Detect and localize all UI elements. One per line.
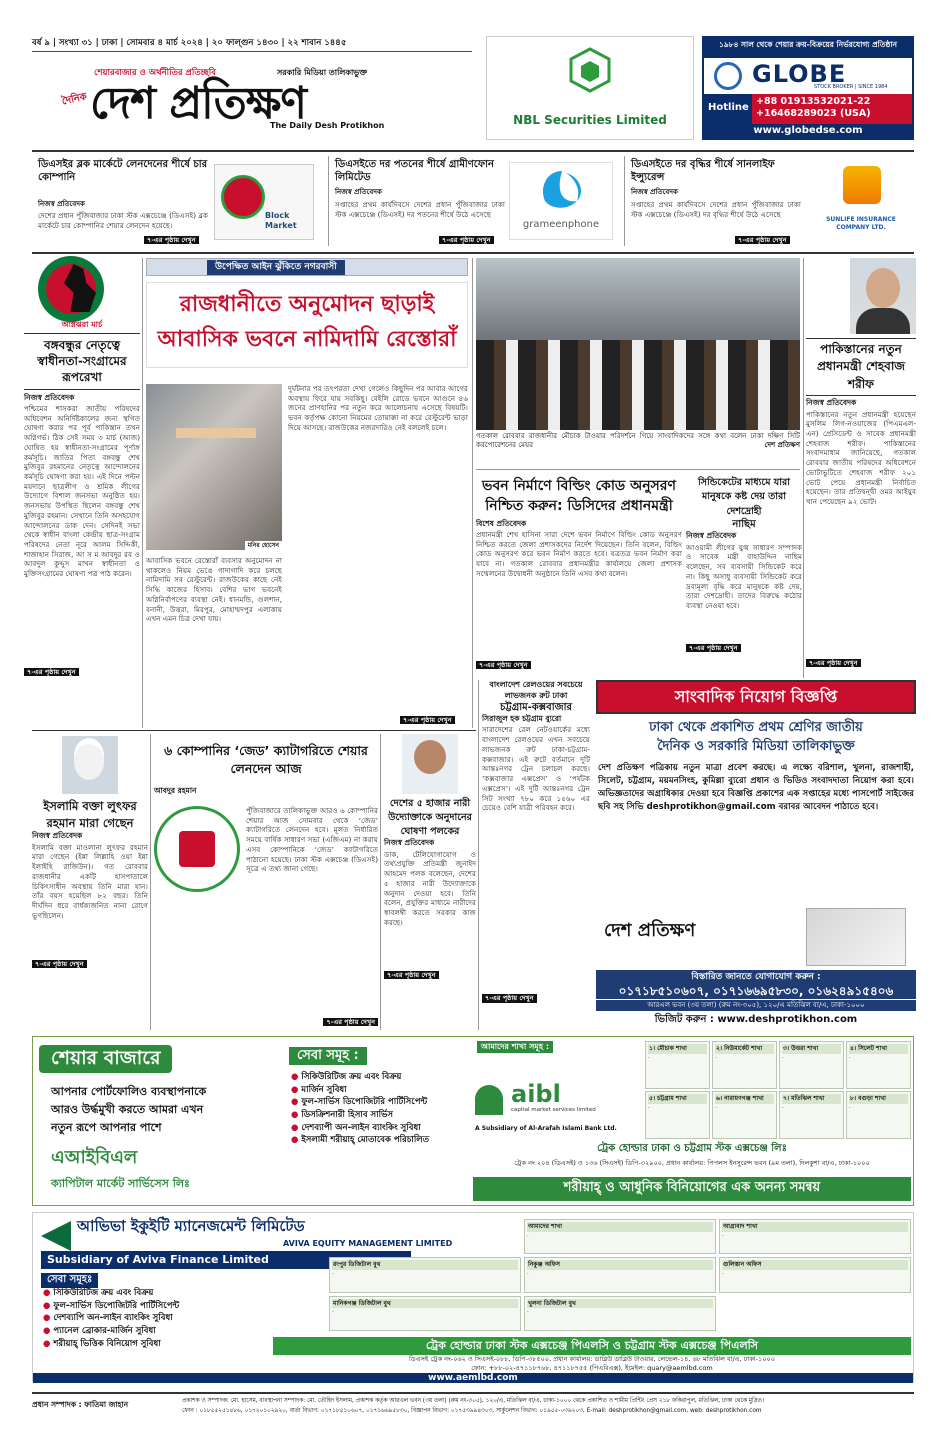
- aviva-branch-cell: নিকুঞ্জ অফিস .: [524, 1257, 716, 1292]
- sun-icon: [843, 166, 881, 204]
- strip-text: দেশের প্রধান পুঁজিবাজার ঢাকা স্টক এক্সচেঞ্জে (ডিএসই) ব্লক মার্কেটে চার কোম্পানির শেয়ার লেনদেন হয়েছে।: [38, 211, 208, 230]
- syndicate-more[interactable]: ৭-এর পৃষ্ঠায় দেখুন: [686, 644, 741, 652]
- aibl-branch-cell: ৬। নারায়ণগঞ্জ শাখা .: [712, 1091, 777, 1139]
- aibl-logo-sub: capital market services limited: [511, 1107, 596, 1113]
- portrait-icon: [866, 268, 900, 308]
- strip-more[interactable]: ৭-এর পৃষ্ঠায় দেখুন: [144, 236, 199, 244]
- masthead-listed: সরকারি মিডিয়া তালিকাভুক্ত: [277, 68, 368, 77]
- aibl-svc-title: সেবা সমূহ :: [289, 1047, 367, 1065]
- aviva-branch-cell: গুলিস্তান অফিস .: [719, 1257, 911, 1292]
- pak-byline: নিজস্ব প্রতিবেদক: [806, 398, 857, 408]
- women-byline: নিজস্ব প্রতিবেদক: [384, 838, 435, 848]
- grameenphone-icon: [537, 167, 587, 211]
- obit-byline: নিজস্ব প্রতিবেদক: [32, 831, 83, 841]
- pak-head: পাকিস্তানের নতুন প্রধানমন্ত্রী শেহবাজ শরীফ: [806, 338, 916, 396]
- zed-byline: আবদুর রহমান: [154, 786, 197, 795]
- syndicate-article[interactable]: [686, 476, 802, 676]
- aviva-branch-cell: আমাদের শাখা .: [524, 1219, 716, 1254]
- aibl-trec-detail: ট্রেক নং ২০৪ (ডিএসই) ও ১৩৬ (সিএসই) ডিপি-৩২৯০০, প্রধান কার্যালয়: পিপলস ইনসুরেন্স ভবন (৯ম তলা), দিলকুশা বা/এ, ঢাকা-১০০০: [514, 1159, 870, 1167]
- strip-byline: নিজস্ব প্রতিবেদক: [335, 188, 382, 196]
- lead-news-photo: [476, 258, 800, 430]
- left-byline: নিজস্ব প্রতিবেদক: [24, 392, 75, 402]
- dse-seal-icon: [221, 175, 265, 219]
- footer-editor: প্রধান সম্পাদক : ফাতিমা জাহান: [32, 1400, 129, 1409]
- aibl-line1: আপনার পোর্টফোলিও ব্যবস্থাপনাকে: [51, 1085, 207, 1098]
- strip-byline: নিজস্ব প্রতিবেদক: [631, 188, 678, 196]
- photo-caption: [476, 432, 800, 470]
- masthead: [32, 66, 472, 138]
- aibl-service: ● মার্জিন সুবিধা: [291, 1084, 461, 1097]
- aviva-branch-cell: মানিকগঞ্জ ডিজিটাল বুথ .: [329, 1296, 521, 1331]
- aibl-branch-cell: ১। মৌচাক শাখা .: [645, 1041, 710, 1089]
- syndicate-sub: নাছিম: [732, 518, 756, 530]
- mosque-icon: [475, 1085, 503, 1115]
- aviva-service: ● শরীয়াহ্ ভিত্তিক বিনিয়োগ সুবিধা: [43, 1338, 263, 1351]
- photo-caption-text: গতকাল রোববার রাজধানীর মৌচাক টাওয়ার পরিদর্শনে গিয়ে সাংবাদিকদের সঙ্গে কথা বলেন ঢাকা দক্ষিণ সিটি করপোরেশনের মেয়র: [476, 432, 800, 450]
- globe-ad[interactable]: [702, 36, 914, 140]
- aviva-branch-grid: [329, 1219, 911, 1331]
- building-byline: বিশেষ প্রতিবেদক: [476, 518, 527, 528]
- fire-march-logo: [24, 258, 140, 320]
- aibl-service: ● ডিসক্রিশনারী হিসাব সার্ভিস: [291, 1109, 461, 1122]
- strip-news-2[interactable]: [328, 156, 618, 246]
- building-head: ভবন নির্মাণে বিল্ডিং কোড অনুসরণ নিশ্চিত করুন: ডিসিদের প্রধানমন্ত্রী: [482, 478, 676, 515]
- aviva-addr: ডিএসই ট্রেক নং-০৬২ ও সিএসই-০৮৮, ডিপি-৩৮৫০০, প্রধান কার্যালয়: ডাব্লিউ ডাব্লিউ টাওয়ার, লেভেল-১৪, ৬৮ মতিঝিল বা/এ, ঢাকা-১০০০: [408, 1355, 775, 1363]
- job-paper-image: [604, 910, 734, 966]
- pak-article[interactable]: [806, 258, 916, 678]
- lead-kicker-bar: [146, 258, 468, 276]
- crowd-icon: [476, 340, 800, 430]
- zed-article[interactable]: [154, 734, 378, 1030]
- strip-logo: [214, 164, 314, 240]
- aibl-branch-cell: ৮। বগুড়া শাখা .: [846, 1091, 911, 1139]
- building-article[interactable]: [476, 476, 682, 676]
- strip-news-3[interactable]: [624, 156, 914, 246]
- strip-head: ডিএসইতে দর বৃদ্ধির শীর্ষে সানলাইফ ইন্স্যুরেন্স: [631, 159, 775, 183]
- job-phones: ০১৭১৮৫১০৬০৭, ০১৭১৬৬৯৫৮৩০, ০১৬২৪৯১৫৪০৬: [596, 984, 916, 999]
- sunlife-label: SUNLIFE INSURANCE COMPANY LTD.: [826, 216, 896, 231]
- job-paper-photo: [806, 908, 906, 966]
- globe-top: ১৯৮৪ সাল থেকে শেয়ার ক্রয়-বিক্রয়ের নির্ভরযোগ্য প্রতিষ্ঠান: [704, 38, 912, 58]
- women-more[interactable]: ৭-এর পৃষ্ঠায় দেখুন: [384, 971, 439, 979]
- aviva-service: ● প্যানেল ব্রোকার-মার্জিন সুবিধা: [43, 1325, 263, 1338]
- aviva-service: ● সিকিউরিটিজ ক্রয় এবং বিক্রয়: [43, 1287, 263, 1300]
- job-contact: বিস্তারিত জানতে যোগাযোগ করুন :: [596, 970, 916, 985]
- zed-head: ৬ কোম্পানির ‘জেড’ ক্যাটাগরিতে শেয়ার লেনদেন আজ: [164, 743, 368, 777]
- obit-article[interactable]: [32, 734, 148, 1030]
- lead-kicker: উপেক্ষিত আইন ঝুঁকিতে নগরবাসী: [207, 260, 345, 275]
- job-masthead: দেশ প্রতিক্ষণ: [604, 920, 696, 941]
- aviva-service: ● দেশব্যাপি অন-লাইন ব্যাংকিং সুবিধা: [43, 1312, 263, 1325]
- sunlife-logo: [811, 162, 911, 242]
- building-sign-icon: [176, 428, 256, 438]
- aviva-web[interactable]: www.aemlbd.com: [33, 1373, 913, 1383]
- obit-more[interactable]: ৭-এর পৃষ্ঠায় দেখুন: [32, 960, 87, 968]
- globe-hotline: Hotline: [708, 102, 749, 113]
- aibl-title: শেয়ার বাজারে: [39, 1045, 172, 1073]
- pak-text: পাকিস্তানের নতুন প্রধানমন্ত্রী হয়েছেন মুসলিম লিগ-নওয়াজের (পিএমএল-এন) প্রেসিডেন্ট ও সাবেক প্রধানমন্ত্রী শেহবাজ শরীফ। পাকিস্তানের সংবাদমাধ্যম জানিয়েছে, গতকাল রোববার জাতীয় পরিষদের অধিবেশনে ভোটাভুটিতে শেহবাজ শরীফ ২০১ ভোট পেয়ে প্রধানমন্ত্রী নির্বাচিত হয়েছেন। তার প্রতিদ্বন্দ্বী ওমর আইয়ুব খান পেয়েছেন ৯২ ভোট।: [806, 409, 916, 507]
- grameenphone-label: grameenphone: [522, 219, 600, 230]
- aibl-branch-cell: ৫। চট্টগ্রাম শাখা .: [645, 1091, 710, 1139]
- aibl-branch-cell: ৩। উত্তরা শাখা .: [779, 1041, 844, 1089]
- globe-phone1: +88 01913532021-22: [756, 96, 871, 107]
- aviva-branch-cell: রংপুর ডিজিটাল বুথ .: [329, 1257, 521, 1292]
- aibl-service: ● ইসলামী শরীয়াহ্ মোতাবেক পরিচালিত: [291, 1134, 461, 1147]
- aibl-branch-cell: ৪। সিলেট শাখা .: [846, 1041, 911, 1089]
- aviva-branch-cell: আগ্রাবাদ শাখা .: [719, 1219, 911, 1254]
- globe-name: GLOBE: [752, 60, 847, 88]
- left-more[interactable]: ৭-এর পৃষ্ঠায় দেখুন: [24, 668, 79, 676]
- strip-head: ডিএসইতে দর পতনের শীর্ষে গ্রামীণফোন লিমিটেড: [335, 159, 494, 183]
- block-market-label: Block Market: [265, 211, 297, 230]
- aibl-branch-title: আমাদের শাখা সমূহ :: [477, 1041, 553, 1053]
- lead-headline: রাজধানীতে অনুমোদন ছাড়াই আবাসিক ভবনে নামিদামি রেস্তোরাঁ: [146, 282, 468, 368]
- aibl-footer: শরীয়াহ্ ও আধুনিক বিনিয়োগের এক অনন্য সমন্বয়: [473, 1177, 911, 1201]
- aibl-branch-grid: [645, 1041, 911, 1139]
- pak-photo: [850, 258, 916, 334]
- women-article[interactable]: [384, 734, 476, 1030]
- left-article[interactable]: [24, 258, 140, 728]
- masthead-title: দেশ প্রতিক্ষণ: [90, 78, 307, 129]
- strip-news-1[interactable]: [32, 156, 322, 246]
- aibl-branch-cell: ২। নিউমার্কেট শাখা .: [712, 1041, 777, 1089]
- aviva-title: আভিভা ইকুইটি ম্যানেজমেন্ট লিমিটেড: [77, 1217, 305, 1235]
- rail-more[interactable]: ৭-এর পৃষ্ঠায় দেখুন: [482, 994, 537, 1002]
- lead-more[interactable]: ৭-এর পৃষ্ঠায় দেখুন: [400, 716, 455, 724]
- aibl-service: ● সিকিউরিটিজ ক্রয় এবং বিক্রয়: [291, 1071, 461, 1084]
- portrait-icon: [74, 744, 104, 780]
- obit-photo: [62, 736, 118, 794]
- portrait-icon: [414, 740, 446, 774]
- aibl-services: [291, 1071, 461, 1147]
- strip-head: ডিএসইর ব্লক মার্কেটে লেনদেনের শীর্ষে চার কোম্পানি: [38, 159, 208, 183]
- aviva-trec: ট্রেক হোল্ডার ঢাকা স্টক এক্সচেঞ্জ পিএলসি ও চট্টগ্রাম স্টক এক্সচেঞ্জ পিএলসি: [273, 1337, 911, 1355]
- aviva-branch-cell: খুলনা ডিজিটাল বুথ .: [524, 1296, 716, 1331]
- nbl-name: NBL Securities Limited: [513, 113, 667, 127]
- lead-text-1: আবাসিক ভবনে রেস্তোরাঁ ব্যবসার অনুমোদন না থাকলেও নিয়ম ভেঙে গাদাগাদি করে চলছে নামিদামি সব রেস্টুরেন্ট। রাজউকের কাছে নেই সিদ্ধি কাজের হিসাব। বেশির ভাগ ভবনেই অগ্নিনির্বাপণের ব্যবস্থা নেই। ধানমন্ডি, গুলশান, বনানী, উত্তরা, মিরপুর, মোহাম্মদপুর এলাকায় এখন এমন চিত্র দেখা যায়।: [146, 556, 282, 624]
- footer-phones: ফোন : ০১৮৫৫২৫১৪৮৬, ০১৭২০১০২৯২০, বার্তা বিভাগ: ০১৭১৮৫১০৬০৭, ০১৭১৬৬৯৫৮৩০, বিজ্ঞাপন বিভাগ: ০১৭৫৩৯৯৪৩০৩, সার্কুলেশন বিভাগ: ০১৯৫৫-০৩৯২০৩, E-mail: deshprotikhon@gmail.com, web: deshprotikhon.com: [182, 1408, 762, 1414]
- footer: [32, 1392, 914, 1422]
- aviva-service: ● ফুল-সার্ভিস ডিপোজিটরি পার্টিসিপেন্ট: [43, 1300, 263, 1313]
- zed-text: পুঁজিবাজারে তালিকাভুক্ত আরও ৬ কোম্পানির শেয়ার আজ সোমবার থেকে ‘জেড’ ক্যাটাগরিতে লেনদেন হবে। মূলত নির্ধারিত সময়ে বার্ষিক সাধারণ সভা (এজিএম) না করায় এসব কোম্পানিকে ‘জেড’ ক্যাটাগরিতে পাঠানো হয়েছে। ঢাকা স্টক এক্সচেঞ্জ (ডিএসই) সূত্রে এ তথ্য জানা গেছে।: [246, 806, 378, 874]
- building-text: প্রধানমন্ত্রী শেখ হাসিনা সারা দেশে ভবন নির্মাণে বিল্ডিং কোড অনুসরণ নিশ্চিত করতে জেলা প্রশাসকদের নির্দেশ দিয়েছেন। তিনি বলেন, বিল্ডিং কোড অনুসরণ করে ভবন নির্মাণ করতে হবে। যত্রতত্র ভবন নির্মাণ করা যাবে না। গতকাল রোববার প্রধানমন্ত্রীর কার্যালয়ে জেলা প্রশাসক সম্মেলনের উদ্বোধনী অনুষ্ঠানে তিনি এসব কথা বলেন।: [476, 529, 682, 578]
- footer-pub: প্রকাশক ও সম্পাদক: মো. হাসেম, ব্যবস্থাপনা সম্পাদক: মো. তৌহিদ ইসলাম, প্রকাশক কর্তৃক আরএল ভবন (৩য় তলা) (রুম নং-৩০৫), ১২০/এ, মতিঝিল বা/এ, ঢাকা-১০০০ থেকে প্রকাশিত ও শামীম প্রিন্টিং প্রেস ২১৮ ফকিরাপুল, মতিঝিল, ঢাকা থেকে মুদ্রিত।: [182, 1398, 764, 1404]
- job-line1: ঢাকা থেকে প্রকাশিত প্রথম শ্রেণির জাতীয়: [649, 720, 863, 735]
- strip-text: সপ্তাহের প্রথম কার্যদিবসে দেশের প্রধান পুঁজিবাজার ঢাকা স্টক এক্সচেঞ্জে (ডিএসই) দর বৃদ্ধির শীর্ষে উঠে এসেছে: [631, 200, 801, 219]
- globe-sub: STOCK BROKER | SINCE 1984: [814, 84, 888, 90]
- globe-phone2: +16468289023 (USA): [756, 107, 871, 119]
- aviva-sub: Subsidiary of Aviva Finance Limited: [41, 1251, 411, 1269]
- women-text: ডাক, টেলিযোগাযোগ ও তথ্যপ্রযুক্তি প্রতিমন্ত্রী জুনাইদ আহমেদ পলক বলেছেন, দেশের ৫ হাজার নারী উদ্যোক্তাকে অনুদান দেওয়া হবে। তিনি বলেন, প্রযুক্তির মাধ্যমে নারীদের স্বাবলম্বী করতে সরকার কাজ করছে।: [384, 849, 476, 927]
- job-title: সাংবাদিক নিয়োগ বিজ্ঞপ্তি: [596, 680, 916, 714]
- aibl-brand: এআইবিএল: [51, 1147, 138, 1168]
- globe-web[interactable]: www.globedse.com: [753, 125, 863, 136]
- aibl-line3: নতুন রূপে আপনার পাশে: [51, 1121, 162, 1134]
- masthead-daily: দৈনিক: [60, 91, 88, 108]
- aviva-logo-icon: [41, 1221, 71, 1251]
- aibl-service: ● দেশব্যাপী অন-লাইন ব্যাংকিং সুবিধা: [291, 1122, 461, 1135]
- aibl-logo-text: aibl: [511, 1080, 561, 1108]
- rail-text: সারাদেশের রেল নেটওয়ার্কের মধ্যে বাংলাদেশ রেলওয়ের এখন সবচেয়ে লাভজনক রুট ঢাকা-চট্টগ্রাম-কক্সবাজার। এই রুটে বর্তমানে দুটি আন্তঃনগর ট্রেন চলাচল করছে। ‘কক্সবাজার এক্সপ্রেস’ ও ‘পর্যটক এক্সপ্রেস’। এই দুটি আন্তঃনগর ট্রেন সিট সংখ্যা ৭৮০ করে ১৫৬০ এর চেয়েও বেশি যাত্রী পরিবহন করে।: [482, 725, 590, 813]
- zed-seal: [154, 806, 240, 892]
- aviva-en: AVIVA EQUITY MANAGEMENT LIMITED: [283, 1239, 453, 1248]
- strip-byline: নিজস্ব প্রতিবেদক: [38, 200, 85, 208]
- obit-head: ইসলামি বক্তা লুৎফর রহমান মারা গেছেন: [43, 799, 137, 830]
- aviva-ad[interactable]: [32, 1212, 914, 1382]
- left-head: বঙ্গবন্ধুর নেতৃত্বে স্বাধীনতা-সংগ্রামের রূপরেখা: [37, 338, 127, 385]
- syndicate-head: সিন্ডিকেটের মাধ্যমে যারা মানুষকে কষ্ট দেয় তারা দেশদ্রোহী: [697, 477, 790, 517]
- masthead-tagline: শেয়ারবাজার ও অর্থনীতির প্রতিচ্ছবি: [94, 68, 216, 78]
- aibl-branch-cell: ৭। মতিঝিল শাখা .: [779, 1091, 844, 1139]
- job-line2: দৈনিক ও সরকারি মিডিয়া তালিকাভুক্ত: [657, 739, 855, 755]
- rail-head: চট্টগ্রাম-কক্সবাজার: [500, 701, 572, 713]
- left-badge: অগ্নিঝরা মার্চ: [61, 320, 103, 329]
- globe-logo-icon: [714, 62, 742, 90]
- dateline: বর্ষ ৯ | সংখ্যা ৩১ | ঢাকা | সোমবার ৪ মার্চ ২০২৪ | ২০ ফাল্গুন ১৪৩০ | ২২ শাবান ১৪৪৫: [32, 38, 472, 52]
- aibl-logo: [473, 1077, 633, 1137]
- syndicate-text: আওয়ামী লীগের যুগ্ম সাধারণ সম্পাদক ও সাবেক মন্ত্রী বাহাউদ্দিন নাছিম বলেছেন, সব ব্যবসায়ী সিন্ডিকেট করে না। কিছু অসাধু ব্যবসায়ী সিন্ডিকেট করে দ্রব্যমূল্য বৃদ্ধি করে মানুষকে কষ্ট দেয়, তারা দেশদ্রোহী। তাদের বিরুদ্ধে কঠোর ব্যবস্থা নেওয়া হবে।: [686, 542, 802, 610]
- women-head: দেশের ৫ হাজার নারী উদ্যোক্তাকে অনুদানের ঘোষণা পলকের: [388, 798, 472, 837]
- lead-text-2: দুর্ঘটনার পর তৎপরতা দেখা গেলেও কিছুদিন পর আবার আগের অবস্থায় ফিরে যায় সবকিছু। বেইলি রোডে ভবনে আগুনে ৪৬ জনের প্রাণহানির পর নতুন করে আলোচনায় এসেছে বিষয়টি। ভবন কর্তৃপক্ষ কোনো নিয়মের তোয়াক্কা না করে রেস্টুরেন্ট ভাড়া দিয়ে আসছে। রাজউকের নজরদারিও নেই বললেই চলে।: [288, 384, 468, 432]
- strip-more[interactable]: ৭-এর পৃষ্ঠায় দেখুন: [735, 236, 790, 244]
- lead-photo: [146, 384, 282, 550]
- rail-article[interactable]: [482, 680, 590, 1030]
- grameenphone-logo: [509, 162, 613, 240]
- nbl-logo-icon: [567, 47, 613, 99]
- aibl-ad[interactable]: [32, 1036, 914, 1206]
- women-photo: [402, 734, 458, 794]
- photo-credit: দেশ প্রতিক্ষণ: [764, 441, 800, 450]
- aibl-service: ● ফুল-সার্ভিস ডিপোজিটরি পার্টিসিপেন্ট: [291, 1096, 461, 1109]
- strip-text: সপ্তাহের প্রথম কার্যদিবসে দেশের প্রধান পুঁজিবাজার ঢাকা স্টক এক্সচেঞ্জে (ডিএসই) দর পতনের শীর্ষে উঠে এসেছে: [335, 200, 505, 219]
- job-ad[interactable]: [596, 680, 916, 1032]
- aibl-trec: ট্রেক হোল্ডার ঢাকা ও চট্টগ্রাম স্টক এক্সচেঞ্জ লিঃ: [597, 1143, 787, 1154]
- rail-kicker: বাংলাদেশ রেলওয়ের সবচেয়ে লাভজনক রুট ঢাকা: [489, 680, 583, 700]
- aviva-svc-title: সেবা সমূহঃ: [41, 1273, 98, 1288]
- aibl-line2: আরও উর্দ্ধমুখী করতে আমরা এখন: [51, 1103, 204, 1116]
- rail-byline: সিরাজুল হক চট্টগ্রাম ব্যুরো: [482, 714, 562, 724]
- aviva-services: [43, 1287, 263, 1350]
- job-addr: আরএল ভবন (৩য় তলা) (রুম নং-৩০৫), ১২০/এ মতিঝিল বা/এ, ঢাকা-১০০০: [596, 1000, 916, 1011]
- aibl-tagline-en: A Subsidiary of Al-Arafah Islami Bank Ltd.: [475, 1125, 617, 1132]
- building-more[interactable]: ৭-এর পৃষ্ঠায় দেখুন: [476, 661, 531, 669]
- lead-photo-credit: মনির হোসেন: [245, 541, 282, 551]
- job-body: দেশ প্রতিক্ষণ পত্রিকায় নতুন মাত্রা প্রবেশ করছে। এ লক্ষ্যে বরিশাল, খুলনা, রাজশাহী, সিলেট, চট্টগ্রাম, ময়মনসিংহ, কুমিল্লা ব্যুরো প্রধান ও ভিডিও সংবাদদাতা নিয়োগ করা হবে। অভিজ্ঞতাদের অগ্রাধিকার দেওয়া হবে বিজ্ঞপ্তি প্রকাশের এক সপ্তাহের মধ্যে পাসপোর্ট সাইজের ছবি সহ সিভি deshprotikhon@gmail.com বরাবর আবেদন পাঠাতে হবে।: [598, 762, 914, 813]
- left-text: পশ্চিমের শাসকরা জাতীয় পরিষদের অধিবেশন অনির্দিষ্টকালের জন্য স্থগিত ঘোষণা করার পর পূর্ব পাকিস্তান তখন অগ্নিগর্ভ। ঠিক সেই সময় ৩ মার্চ (আজ) ঘোষিত হয় স্বাধীনতা-সংগ্রামের পূর্ণাঙ্গ কর্মসূচি। জাতির পিতা বঙ্গবন্ধু শেখ মুজিবুর রহমানের নেতৃত্বে আন্দোলনের কর্মসূচি ঘোষণা করা হয়। এই দিনে পল্টন ময়দানে ছাত্রলীগ ও শ্রমিক লীগের উদ্যোগে বিশাল জনসভা অনুষ্ঠিত হয়। জনসভায় উপস্থিত ছিলেন বঙ্গবন্ধু শেখ মুজিবুর রহমান। সেখানে তিনি অসহযোগ আন্দোলনের ডাক দেন। সেদিনই সভা থেকে স্বাধীন বাংলা কেন্দ্রীয় ছাত্র-সংগ্রাম পরিষদের নেতা নূরে আলম সিদ্দিকী, শাজাহান সিরাজ, আ স ম আবদুর রব ও আবদুল কুদ্দুস মাখন স্বাধীনতা ও মুক্তিসংগ্রামের ঘোষণা পত্র পাঠ করেন।: [24, 403, 140, 579]
- obit-text: ইসলামি বক্তা মাওলানা লুৎফর রহমান মারা গেছেন (ইন্না লিল্লাহি ওয়া ইন্না ইলাইহি রাজিউন)। গত রোববার রাজধানীর একটি হাসপাতালে চিকিৎসাধীন অবস্থায় তিনি মারা যান। তাঁর বয়স হয়েছিল ৮২ বছর। তিনি দীর্ঘদিন ধরে বার্ধক্যজনিত নানা রোগে ভুগছিলেন।: [32, 842, 148, 920]
- pak-more[interactable]: ৭-এর পৃষ্ঠায় দেখুন: [806, 659, 861, 667]
- aviva-phone: ফোন: +৮৮-০২-৪৭১১৮৭৬৮, ৪৭১১৮৭৫৫ (পিএবিএক্স), ইমেইল: quary@aemlbd.com: [471, 1364, 713, 1372]
- dse-seal-icon: [179, 831, 215, 867]
- nbl-ad[interactable]: [486, 36, 694, 140]
- masthead-english: The Daily Desh Protikhon: [270, 121, 385, 130]
- aibl-brand2: ক্যাপিটাল মার্কেট সার্ভিসেস লিঃ: [51, 1177, 190, 1190]
- job-visit[interactable]: ভিজিট করুন : www.deshprotikhon.com: [654, 1014, 858, 1025]
- strip-more[interactable]: ৭-এর পৃষ্ঠায় দেখুন: [439, 236, 494, 244]
- zed-more[interactable]: ৭-এর পৃষ্ঠায় দেখুন: [323, 1018, 378, 1026]
- syndicate-byline: নিজস্ব প্রতিবেদক: [686, 531, 737, 541]
